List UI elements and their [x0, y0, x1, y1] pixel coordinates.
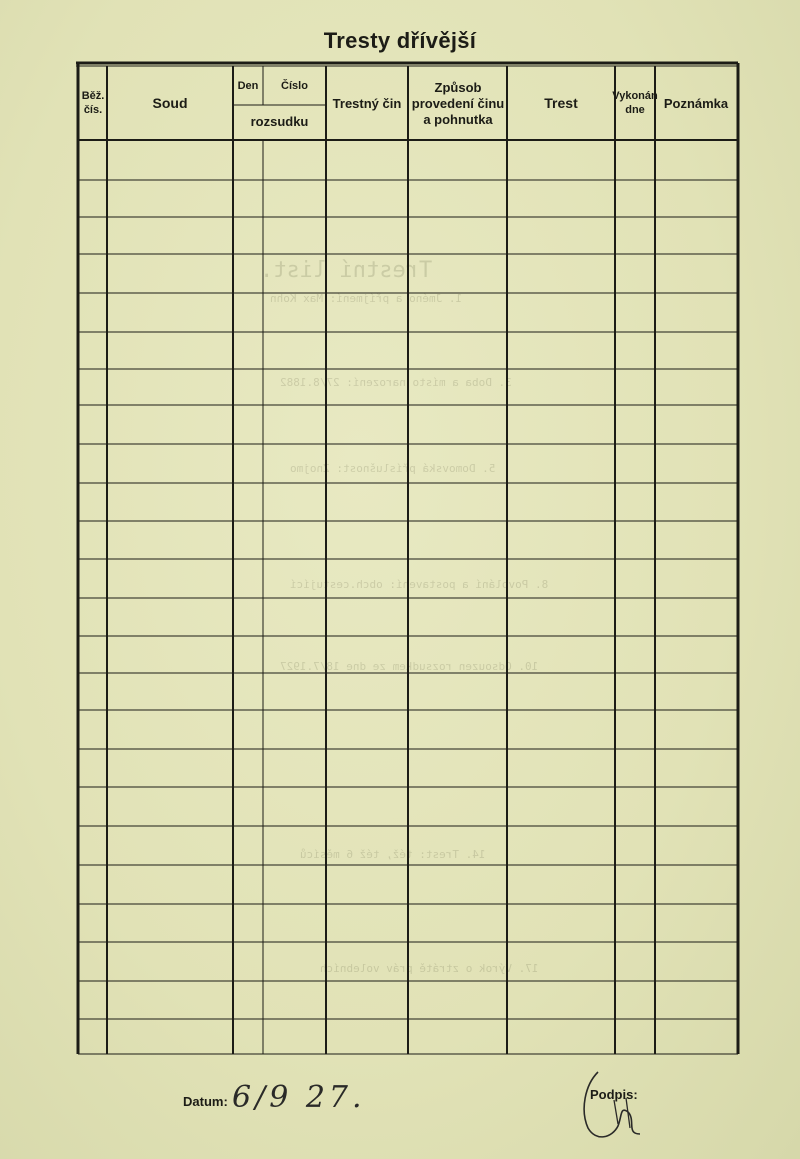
header-cislo: Číslo: [281, 80, 308, 93]
header-poznamka: Poznámka: [663, 95, 729, 111]
page-title: Tresty dřívější: [323, 28, 477, 53]
header-trest: Trest: [544, 95, 578, 112]
datum-label: Datum:: [183, 1094, 228, 1109]
header-soud: Soud: [152, 95, 188, 112]
podpis-label: Podpis:: [590, 1087, 638, 1102]
datum-value: 6/9 27.: [232, 1080, 366, 1115]
header-trestny-cin: Trestný čin: [332, 95, 402, 111]
header-zpusob: Způsob provedení činu a pohnutka: [411, 79, 505, 128]
header-bez-cis: Běž. čís.: [81, 90, 105, 116]
header-den: Den: [237, 80, 259, 93]
header-rozsudku: rozsudku: [250, 113, 309, 129]
header-vykonan: Vykonán dne: [612, 90, 658, 116]
